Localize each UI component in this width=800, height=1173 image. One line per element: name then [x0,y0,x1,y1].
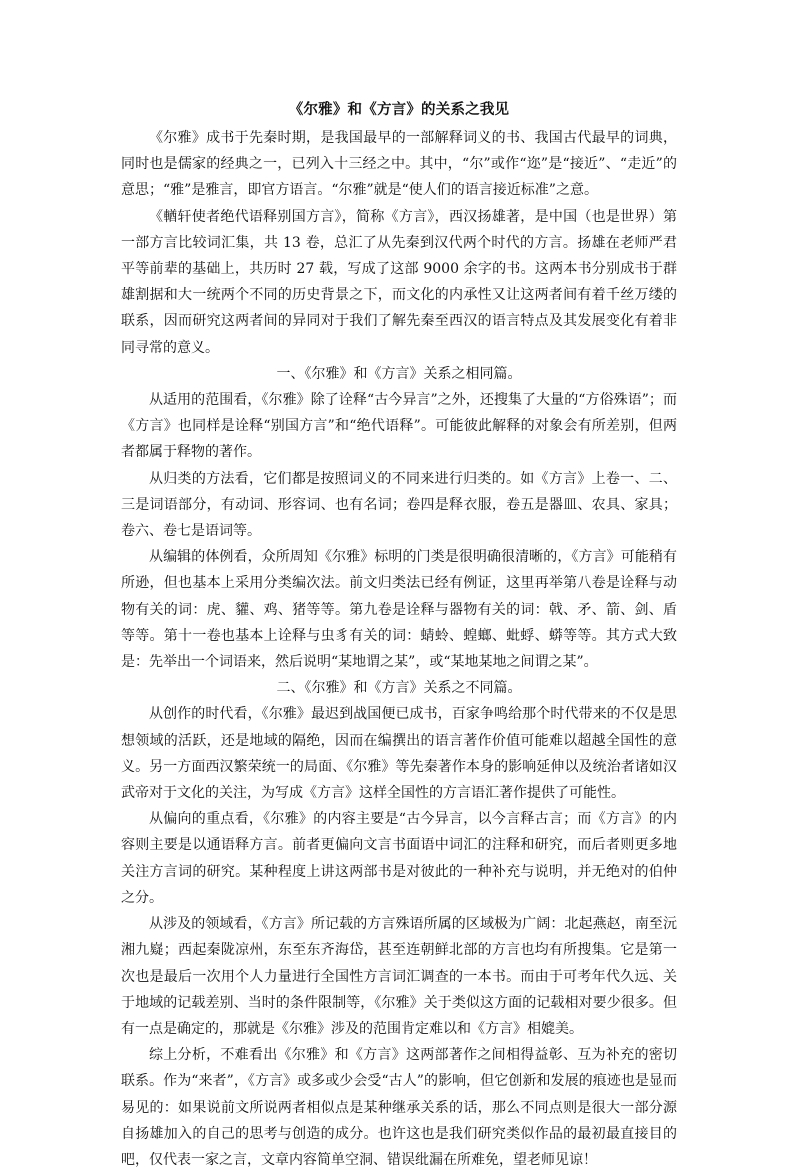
section-2-paragraph-1: 从创作的时代看，《尔雅》最迟到战国便已成书，百家争鸣给那个时代带来的不仅是思想领域的活跃，还是地域的隔绝，因而在编撰出的语言著作价值可能难以超越全国性的意义。另一方面西汉繁荣统一的局面、《尔雅》等先秦著作本身的影响延伸以及统治者诸如汉武帝对于文化的关注，为写成《方言》这样全国性的方言语汇著作提供了可能性。 [121,706,677,802]
section-2-paragraph-3: 从涉及的领域看，《方言》所记载的方言殊语所属的区域极为广阔：北起燕赵，南至沅湘九嶷；西起秦陇凉州，东至东齐海岱，甚至连朝鲜北部的方言也均有所搜集。它是第一次也是最后一次用个人力量进行全国性方言词汇调查的一本书。而由于可考年代久远、关于地域的记载差别、当时的条件限制等，《尔雅》关于类似这方面的记载相对要少很多。但有一点是确定的，那就是《尔雅》涉及的范围肯定难以和《方言》相媲美。 [121,916,677,1037]
intro-paragraph-1: 《尔雅》成书于先秦时期，是我国最早的一部解释词义的书、我国古代最早的词典，同时也是儒家的经典之一，已列入十三经之中。其中，“尔”或作“迩”是“接近”、“走近”的意思；“雅”是雅言，即官方语言。“尔雅”就是“使人们的语言接近标准”之意。 [121,130,677,199]
section-2-paragraph-2: 从偏向的重点看，《尔雅》的内容主要是“古今异言，以今言释古言；而《方言》的内容则主要是以通语释方言。前者更偏向文言书面语中词汇的注释和研究，而后者则更多地关注方言词的研究。某种程度上讲这两部书是对彼此的一种补充与说明，并无绝对的伯仲之分。 [121,811,677,906]
document-title: 《尔雅》和《方言》的关系之我见 [288,101,510,118]
section-1-paragraph-2: 从归类的方法看，它们都是按照词义的不同来进行归类的。如《方言》上卷一、二、三是词语部分，有动词、形容词、也有名词；卷四是释衣服，卷五是器皿、农具、家具；卷六、卷七是语词等。 [121,470,677,540]
section-1-heading: 一、《尔雅》和《方言》关系之相同篇。 [276,365,522,382]
document-page [121,97,677,1173]
section-2-paragraph-4: 综上分析，不难看出《尔雅》和《方言》这两部著作之间相得益彰、互为补充的密切联系。作为“来者”，《方言》或多或少会受“古人”的影响，但它创新和发展的痕迹也是显而易见的：如果说前文所说两者相似点是某种继承关系的话，那么不同点则是很大一部分源自扬雄加入的自己的思考与创造的成分。也许这也是我们研究类似作品的最初最直接目的吧，仅代表一家之言，文章内容简单空洞、错误纰漏在所难免，望老师见谅！ [121,1047,677,1168]
intro-paragraph-2: 《輶轩使者绝代语释别国方言》，简称《方言》，西汉扬雄著，是中国（也是世界）第一部方言比较词汇集，共 13 卷，总汇了从先秦到汉代两个时代的方言。扬雄在老师严君平等前辈的基础上，共历时 27 载，写成了这部 9000 余字的书。这两本书分别成书于群雄割据和大一统两个不同的历史背景之下，而文化的内承性又让这两者间有着千丝万缕的联系，因而研究这两者间的异同对于我们了解先秦至西汉的语言特点及其发展变化有着非同寻常的意义。 [121,208,677,356]
section-1-paragraph-3: 从编辑的体例看，众所周知《尔雅》标明的门类是很明确很清晰的，《方言》可能稍有所逊，但也基本上采用分类编次法。前文归类法已经有例证，这里再举第八卷是诠释与动物有关的词：虎、貛、鸡、猪等等。第九卷是诠释与器物有关的词：戟、矛、箭、剑、盾等等。第十一卷也基本上诠释与虫豸有关的词：蜻蛉、蝗螂、蚍蜉、蟒等等。其方式大致是：先举出一个词语来，然后说明“某地谓之某”，或“某地某地之间谓之某”。 [121,549,677,671]
section-1-paragraph-1: 从适用的范围看，《尔雅》除了诠释“古今异言”之外，还搜集了大量的“方俗殊语”；而《方言》也同样是诠释“别国方言”和“绝代语释”。可能彼此解释的对象会有所差别，但两者都属于释物的著作。 [121,392,677,461]
section-2-heading: 二、《尔雅》和《方言》关系之不同篇。 [276,680,522,697]
